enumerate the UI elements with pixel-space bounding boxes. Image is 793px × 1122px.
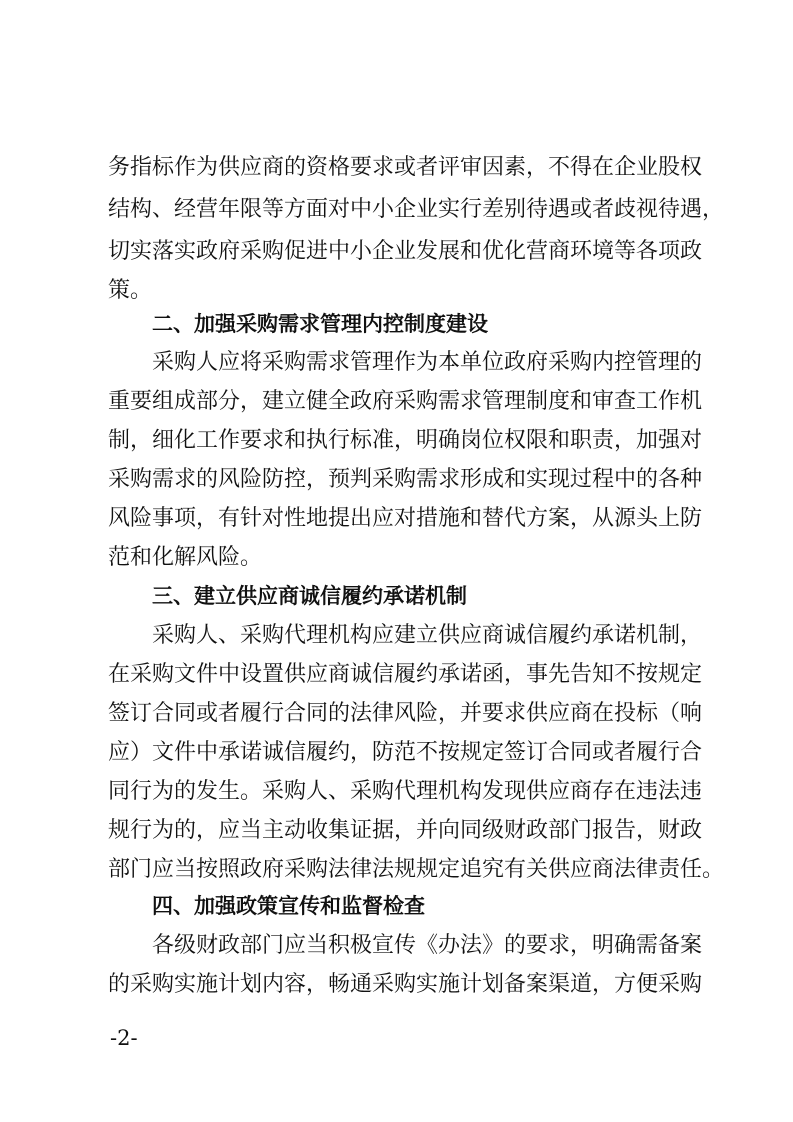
text-line: 采购人、采购代理机构应建立供应商诚信履约承诺机制， — [152, 623, 703, 648]
section-heading: 三、建立供应商诚信履约承诺机制 — [152, 584, 467, 608]
text-line: 的采购实施计划内容，畅通采购实施计划备案渠道，方便采购 — [108, 972, 703, 997]
text-line: 重要组成部分，建立健全政府采购需求管理制度和审查工作机 — [108, 389, 703, 414]
text-line: 同行为的发生。采购人、采购代理机构发现供应商存在违法违 — [108, 779, 703, 804]
text-line: 规行为的，应当主动收集证据，并向同级财政部门报告，财政 — [108, 818, 703, 843]
text-line: 风险事项，有针对性地提出应对措施和替代方案，从源头上防 — [108, 506, 703, 531]
text-line: 签订合同或者履行合同的法律风险，并要求供应商在投标（响 — [108, 701, 703, 726]
text-line: 采购需求的风险防控，预判采购需求形成和实现过程中的各种 — [108, 467, 703, 492]
text-line: 结构、经营年限等方面对中小企业实行差别待遇或者歧视待遇， — [108, 197, 725, 222]
section-heading: 二、加强采购需求管理内控制度建设 — [152, 312, 488, 336]
text-line: 制，细化工作要求和执行标准，明确岗位权限和职责，加强对 — [108, 428, 703, 453]
section-heading: 四、加强政策宣传和监督检查 — [152, 894, 425, 918]
text-line: 采购人应将采购需求管理作为本单位政府采购内控管理的 — [152, 350, 703, 375]
text-line: 部门应当按照政府采购法律法规规定追究有关供应商法律责任。 — [108, 857, 725, 882]
text-line: 切实落实政府采购促进中小企业发展和优化营商环境等各项政 — [108, 239, 703, 264]
text-line: 策。 — [108, 278, 153, 303]
text-line: 各级财政部门应当积极宣传《办法》的要求，明确需备案 — [152, 933, 703, 958]
text-line: 应）文件中承诺诚信履约，防范不按规定签订合同或者履行合 — [108, 740, 703, 765]
text-line: 范和化解风险。 — [108, 545, 263, 570]
text-line: 务指标作为供应商的资格要求或者评审因素，不得在企业股权 — [108, 155, 703, 180]
text-line: 在采购文件中设置供应商诚信履约承诺函，事先告知不按规定 — [108, 662, 703, 687]
page-number: -2- — [110, 1026, 138, 1050]
